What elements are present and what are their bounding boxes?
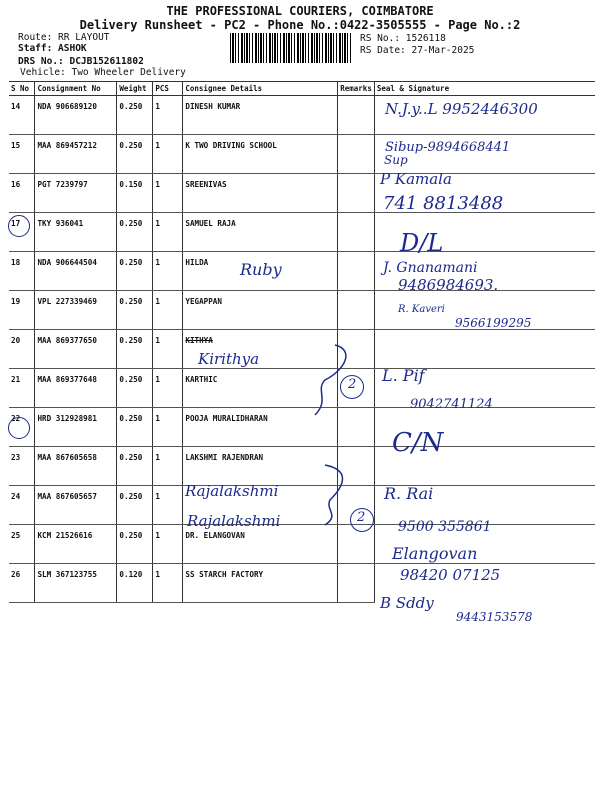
cell-weight: 0.250 xyxy=(117,486,153,525)
cell-consignment: MAA 867605657 xyxy=(35,486,117,525)
handwritten-signature: J. Gnanamani xyxy=(383,260,478,276)
col-consignee: Consignee Details xyxy=(183,82,338,96)
cell-consignment: SLM 367123755 xyxy=(35,564,117,603)
cell-consignee: SAMUEL RAJA xyxy=(183,213,338,252)
cell-consignment: KCM 21526616 xyxy=(35,525,117,564)
handwritten-name: Rajalakshmi xyxy=(185,482,279,500)
cell-remarks xyxy=(338,96,375,135)
cell-sno: 17 xyxy=(9,213,35,252)
col-weight: Weight xyxy=(117,82,153,96)
cell-sno: 24 xyxy=(9,486,35,525)
handwritten-signature: Sibup-9894668441 xyxy=(385,140,511,155)
count-circle-label: 2 xyxy=(357,510,366,525)
cell-consignment: MAA 869377648 xyxy=(35,369,117,408)
cell-consignment: TKY 936041 xyxy=(35,213,117,252)
cell-consignee: POOJA MURALIDHARAN xyxy=(183,408,338,447)
cell-consignee: KARTHIC xyxy=(183,369,338,408)
cell-sno: 20 xyxy=(9,330,35,369)
cell-sno: 14 xyxy=(9,96,35,135)
handwritten-signature: D/L xyxy=(400,229,444,257)
handwritten-signature: R. Kaveri xyxy=(398,304,445,315)
cell-sno: 15 xyxy=(9,135,35,174)
cell-consignee: HILDA xyxy=(183,252,338,291)
staff-label: Staff: ASHOK xyxy=(18,43,87,54)
handwritten-signature: C/N xyxy=(392,428,444,458)
handwritten-signature: Elangovan xyxy=(392,544,478,563)
cell-weight: 0.250 xyxy=(117,369,153,408)
runsheet-subtitle: Delivery Runsheet - PC2 - Phone No.:0422-3505555 - Page No.:2 xyxy=(79,18,521,32)
col-pcs: PCS xyxy=(153,82,183,96)
cell-sno: 18 xyxy=(9,252,35,291)
cell-pcs: 1 xyxy=(153,330,183,369)
route-label: Route: RR LAYOUT xyxy=(18,32,110,43)
handwritten-phone: 9500 355861 xyxy=(398,519,492,535)
handwritten-signature: L. Pif xyxy=(382,366,425,385)
cell-consignment: MAA 867605658 xyxy=(35,447,117,486)
cell-weight: 0.250 xyxy=(117,96,153,135)
cell-remarks xyxy=(338,252,375,291)
cell-consignee: SREENIVAS xyxy=(183,174,338,213)
cell-consignment: VPL 227339469 xyxy=(35,291,117,330)
cell-pcs: 1 xyxy=(153,252,183,291)
cell-pcs: 1 xyxy=(153,486,183,525)
drs-label: DRS No.: DCJB152611802 xyxy=(18,56,144,67)
cell-consignee: K TWO DRIVING SCHOOL xyxy=(183,135,338,174)
sno-circle-mark xyxy=(8,215,30,237)
cell-consignment: PGT 7239797 xyxy=(35,174,117,213)
handwritten-name: Kirithya xyxy=(198,350,260,368)
handwritten-signature: Sup xyxy=(384,153,408,167)
table-header-row xyxy=(9,82,595,96)
table-row xyxy=(9,564,595,603)
handwritten-name: Ruby xyxy=(240,260,282,279)
cell-consignment: MAA 869457212 xyxy=(35,135,117,174)
cell-consignment: MAA 869377650 xyxy=(35,330,117,369)
cell-weight: 0.150 xyxy=(117,174,153,213)
cell-consignment: NDA 906644504 xyxy=(35,252,117,291)
table-row xyxy=(9,174,595,213)
cell-remarks xyxy=(338,564,375,603)
count-circle-label: 2 xyxy=(348,377,357,392)
cell-remarks xyxy=(338,213,375,252)
handwritten-signature: B Sddy xyxy=(380,594,434,612)
sno-circle-mark xyxy=(8,417,30,439)
cell-consignee: DR. ELANGOVAN xyxy=(183,525,338,564)
cell-sno: 19 xyxy=(9,291,35,330)
handwritten-signature: N.J.y..L 9952446300 xyxy=(385,100,538,118)
handwritten-phone: 9486984693. xyxy=(398,276,499,294)
cell-pcs: 1 xyxy=(153,291,183,330)
cell-sno: 23 xyxy=(9,447,35,486)
handwritten-signature: P Kamala xyxy=(380,170,452,188)
handwritten-signature: R. Rai xyxy=(384,484,434,503)
company-title: THE PROFESSIONAL COURIERS, COIMBATORE xyxy=(166,4,434,18)
cell-consignee: DINESH KUMAR xyxy=(183,96,338,135)
cell-weight: 0.250 xyxy=(117,291,153,330)
col-sno: S No xyxy=(9,82,35,96)
cell-pcs: 1 xyxy=(153,369,183,408)
handwritten-phone: 9443153578 xyxy=(456,610,533,624)
rs-no-label: RS No.: 1526118 xyxy=(360,33,446,44)
cell-weight: 0.250 xyxy=(117,213,153,252)
cell-pcs: 1 xyxy=(153,408,183,447)
cell-weight: 0.250 xyxy=(117,525,153,564)
cell-pcs: 1 xyxy=(153,96,183,135)
cell-sno: 16 xyxy=(9,174,35,213)
bracket-scribble xyxy=(295,340,375,550)
cell-consignment: NDA 906689120 xyxy=(35,96,117,135)
col-signature: Seal & Signature xyxy=(374,82,595,96)
handwritten-phone: 98420 07125 xyxy=(400,566,501,584)
cell-sno: 25 xyxy=(9,525,35,564)
cell-pcs: 1 xyxy=(153,213,183,252)
handwritten-phone: 9042741124 xyxy=(410,397,493,412)
cell-remarks xyxy=(338,291,375,330)
cell-pcs: 1 xyxy=(153,174,183,213)
cell-weight: 0.250 xyxy=(117,447,153,486)
cell-sno: 26 xyxy=(9,564,35,603)
cell-pcs: 1 xyxy=(153,564,183,603)
cell-consignee: SS STARCH FACTORY xyxy=(183,564,338,603)
cell-weight: 0.120 xyxy=(117,564,153,603)
cell-remarks xyxy=(338,135,375,174)
cell-weight: 0.250 xyxy=(117,408,153,447)
col-remarks: Remarks xyxy=(338,82,375,96)
vehicle-label: Vehicle: Two Wheeler Delivery xyxy=(20,67,186,78)
cell-weight: 0.250 xyxy=(117,252,153,291)
cell-consignee: LAKSHMI RAJENDRAN xyxy=(183,447,338,486)
cell-consignment: HRD 312928981 xyxy=(35,408,117,447)
cell-weight: 0.250 xyxy=(117,330,153,369)
cell-pcs: 1 xyxy=(153,135,183,174)
cell-sno: 21 xyxy=(9,369,35,408)
cell-remarks xyxy=(338,174,375,213)
col-consignment: Consignment No xyxy=(35,82,117,96)
handwritten-phone: 741 8813488 xyxy=(383,193,504,214)
handwritten-phone: 9566199295 xyxy=(455,316,532,330)
cell-weight: 0.250 xyxy=(117,135,153,174)
table-row xyxy=(9,252,595,291)
cell-pcs: 1 xyxy=(153,525,183,564)
rs-date-label: RS Date: 27-Mar-2025 xyxy=(360,45,475,56)
barcode xyxy=(230,33,352,63)
cell-sno: 22 xyxy=(9,408,35,447)
cell-signature xyxy=(374,330,595,369)
cell-consignee: KITHYA xyxy=(183,330,338,369)
table-row xyxy=(9,213,595,252)
handwritten-name: Rajalakshmi xyxy=(187,512,281,530)
cell-pcs: 1 xyxy=(153,447,183,486)
cell-consignee: YEGAPPAN xyxy=(183,291,338,330)
